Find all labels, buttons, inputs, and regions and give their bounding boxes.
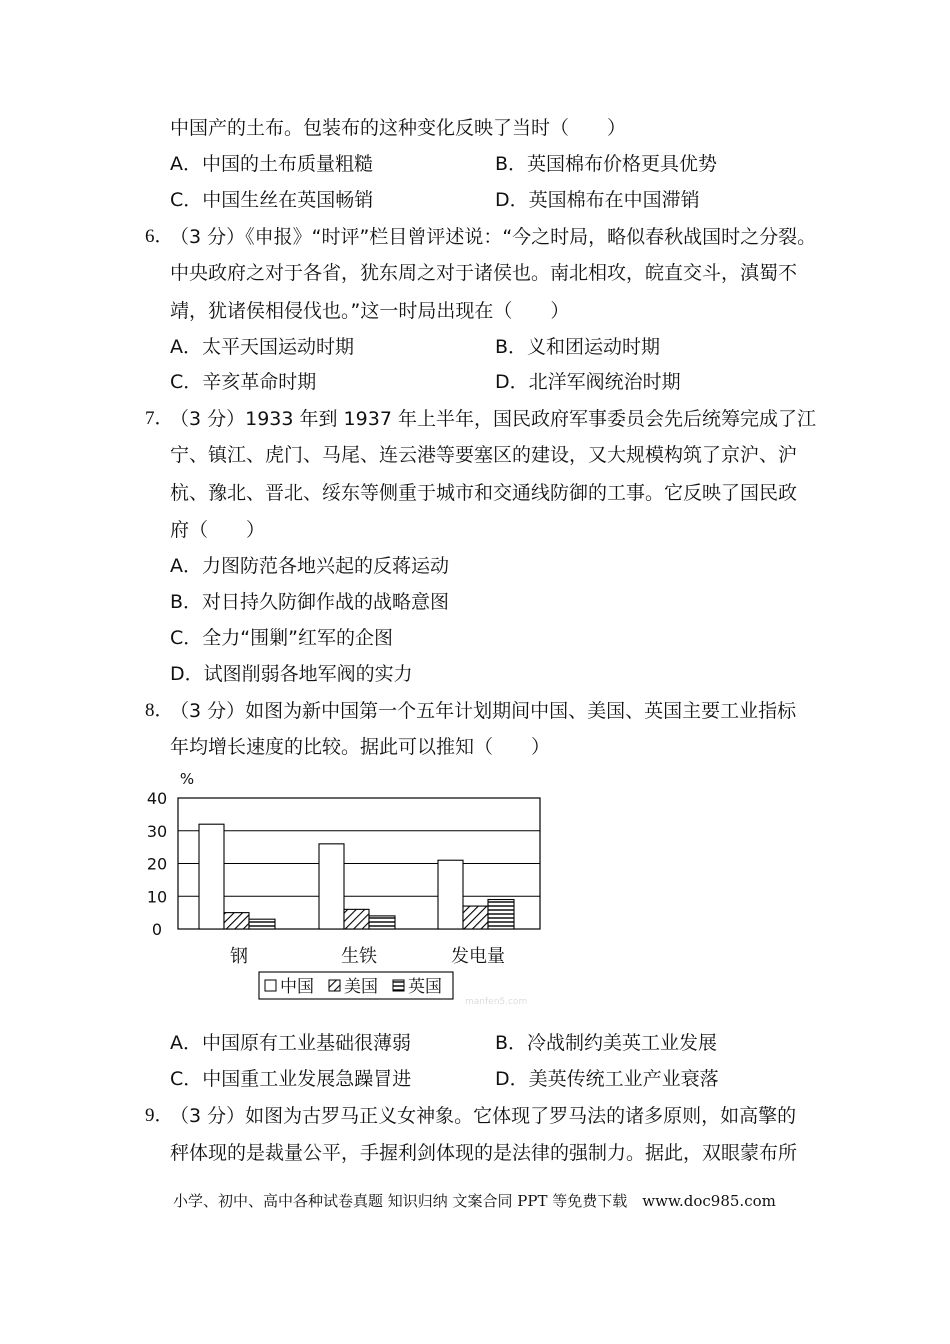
legend-swatch-中国	[265, 980, 276, 991]
q9-line-2: 秤体现的是裁量公平，手握利剑体现的是法律的强制力。据此，双眼蒙布所	[170, 1142, 798, 1164]
q7-line-2: 宁、镇江、虎门、马尾、连云港等要塞区的建设，又大规模构筑了京沪、沪	[170, 444, 798, 466]
bar-中国-发电量	[438, 860, 463, 929]
bar-美国-发电量	[463, 906, 488, 929]
q7-option-c[interactable]: C．全力“围剿”红军的企图	[170, 627, 393, 649]
y-tick-label: 30	[146, 821, 168, 841]
bar-英国-钢	[249, 919, 275, 929]
q8-option-b[interactable]: B．冷战制约美英工业发展	[495, 1032, 718, 1054]
q6-line-1: （3 分）《申报》“时评”栏目曾评述说：“今之时局，略似春秋战国时之分裂。	[170, 226, 817, 248]
bar-美国-钢	[224, 913, 249, 929]
q7-line-1: （3 分）1933 年到 1937 年上半年，国民政府军事委员会先后统筹完成了江	[170, 408, 816, 430]
legend-label-美国: 美国	[344, 977, 378, 997]
y-axis-unit: %	[179, 770, 195, 788]
bar-美国-生铁	[344, 909, 369, 929]
q6-line-2: 中央政府之对于各省，犹东周之对于诸侯也。南北相攻，皖直交斗，滇蜀不	[170, 262, 798, 284]
q7-option-d[interactable]: D．试图削弱各地军阀的实力	[170, 663, 413, 685]
q6-option-a[interactable]: A．太平天国运动时期	[170, 336, 354, 358]
bar-英国-发电量	[488, 900, 514, 929]
q8-number: 8．	[145, 700, 174, 721]
watermark: manfen5.com	[465, 997, 528, 1007]
q5-option-d[interactable]: D．英国棉布在中国滞销	[495, 189, 700, 211]
q8-line-2: 年均增长速度的比较。据此可以推知（ ）	[170, 736, 551, 758]
q5-option-b[interactable]: B．英国棉布价格更具优势	[495, 153, 718, 175]
x-tick-label: 钢	[230, 946, 248, 967]
legend-label-英国: 英国	[408, 977, 442, 997]
y-tick-label: 0	[151, 920, 163, 939]
q6-number: 6．	[145, 226, 174, 247]
q6-option-c[interactable]: C．辛亥革命时期	[170, 371, 317, 393]
x-tick-label: 发电量	[451, 946, 505, 967]
legend-label-中国: 中国	[280, 977, 314, 997]
chart-bars	[199, 824, 514, 929]
y-tick-label: 40	[146, 789, 168, 808]
q7-option-a[interactable]: A．力图防范各地兴起的反蒋运动	[170, 555, 449, 577]
q6-option-d[interactable]: D．北洋军阀统治时期	[495, 371, 681, 393]
legend-swatch-美国	[329, 980, 340, 991]
chart-legend	[259, 972, 453, 999]
q8-option-d[interactable]: D．美英传统工业产业衰落	[495, 1068, 719, 1090]
bar-英国-生铁	[369, 916, 395, 929]
q9-line-1: （3 分）如图为古罗马正义女神象。它体现了罗马法的诸多原则，如高擎的	[170, 1105, 797, 1127]
q7-number: 7．	[145, 408, 174, 429]
q7-line-4: 府（ ）	[170, 519, 266, 541]
q7-line-3: 杭、豫北、晋北、绥东等侧重于城市和交通线防御的工事。它反映了国民政	[170, 482, 798, 504]
q6-option-b[interactable]: B．义和团运动时期	[495, 336, 661, 358]
y-tick-label: 20	[146, 854, 168, 874]
page-footer[interactable]: 小学、初中、高中各种试卷真题 知识归纳 文案合同 PPT 等免费下载 www.doc985.com	[173, 1192, 776, 1210]
q8-line-1: （3 分）如图为新中国第一个五年计划期间中国、美国、英国主要工业指标	[170, 700, 797, 722]
q9-number: 9．	[145, 1105, 174, 1126]
q8-option-a[interactable]: A．中国原有工业基础很薄弱	[170, 1032, 411, 1054]
legend-swatch-英国	[393, 980, 404, 991]
bar-中国-钢	[199, 824, 224, 929]
q5-option-c[interactable]: C．中国生丝在英国畅销	[170, 189, 374, 211]
industry-growth-bar-chart	[135, 765, 555, 1010]
q7-option-b[interactable]: B．对日持久防御作战的战略意图	[170, 591, 450, 613]
q8-option-c[interactable]: C．中国重工业发展急躁冒进	[170, 1068, 412, 1090]
q5-option-a[interactable]: A．中国的土布质量粗糙	[170, 153, 373, 175]
q5-stem: 中国产的土布。包装布的这种变化反映了当时（ ）	[170, 117, 627, 139]
q6-line-3: 靖，犹诸侯相侵伐也。”这一时局出现在（ ）	[170, 300, 570, 322]
bar-中国-生铁	[319, 844, 344, 929]
y-tick-label: 10	[146, 887, 168, 907]
x-tick-label: 生铁	[341, 946, 377, 967]
